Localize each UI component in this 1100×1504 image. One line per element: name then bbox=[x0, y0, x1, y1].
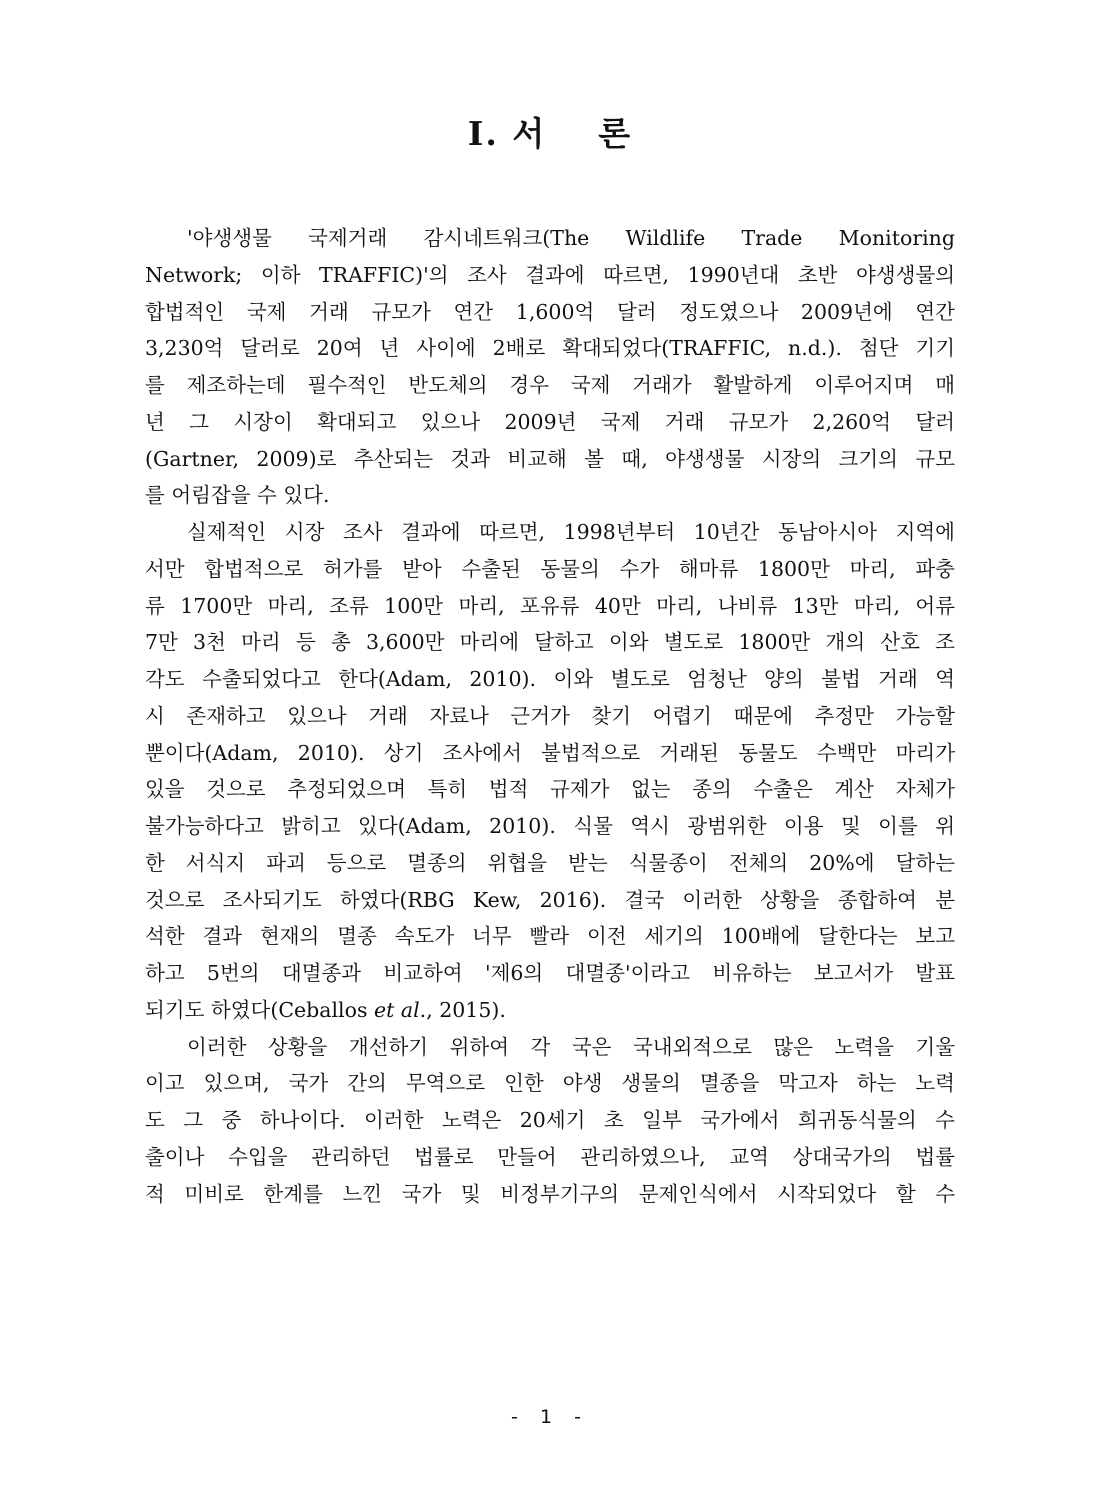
text-line: 적 미비로 한계를 느낀 국가 및 비정부기구의 문제인식에서 시작되었다 할 수 bbox=[145, 1181, 955, 1206]
paragraph-2 bbox=[145, 514, 955, 1029]
text-line: 뿐이다(Adam, 2010). 상기 조사에서 불법적으로 거래된 동물도 수백만 마리가 bbox=[145, 740, 955, 765]
text-segment: 되기도 하였다(Ceballos bbox=[145, 997, 374, 1022]
text-line: Network; 이하 TRAFFIC)'의 조사 결과에 따르면, 1990년대 초반 야생생물의 bbox=[145, 262, 955, 287]
section-title-part1: 서 bbox=[512, 114, 547, 153]
text-line bbox=[145, 992, 955, 1029]
section-title bbox=[0, 108, 1100, 155]
text-segment: ., 2015). bbox=[419, 997, 506, 1022]
body-text bbox=[145, 220, 955, 1212]
text-line: 시 존재하고 있으나 거래 자료나 근거가 찾기 어렵기 때문에 추정만 가능할 bbox=[145, 703, 955, 728]
text-line: 를 제조하는데 필수적인 반도체의 경우 국제 거래가 활발하게 이루어지며 매 bbox=[145, 373, 955, 397]
text-line: (Gartner, 2009)로 추산되는 것과 비교해 볼 때, 야생생물 시장의 크기의 규모 bbox=[145, 446, 955, 471]
section-number: I. bbox=[467, 114, 499, 153]
text-line: '야생생물 국제거래 감시네트워크(The Wildlife Trade Monitoring bbox=[187, 226, 955, 250]
text-line: 석한 결과 현재의 멸종 속도가 너무 빨라 이전 세기의 100배에 달한다는 보고 bbox=[145, 924, 955, 949]
text-line: 이고 있으며, 국가 간의 무역으로 인한 야생 생물의 멸종을 막고자 하는 노력 bbox=[145, 1071, 955, 1096]
text-line: 하고 5번의 대멸종과 비교하여 '제6의 대멸종'이라고 비유하는 보고서가 발표 bbox=[145, 961, 955, 985]
text-line: 서만 합법적으로 허가를 받아 수출된 동물의 수가 해마류 1800만 마리, 파충 bbox=[145, 556, 955, 581]
page-number: - 1 - bbox=[511, 1406, 589, 1428]
text-line: 이러한 상황을 개선하기 위하여 각 국은 국내외적으로 많은 노력을 기울 bbox=[187, 1034, 955, 1059]
text-line: 년 그 시장이 확대되고 있으나 2009년 국제 거래 규모가 2,260억 달러 bbox=[145, 409, 955, 434]
text-line: 것으로 조사되기도 하였다(RBG Kew, 2016). 결국 이러한 상황을 종합하여 분 bbox=[145, 887, 955, 912]
paragraph-3 bbox=[145, 1029, 955, 1213]
text-line: 한 서식지 파괴 등으로 멸종의 위협을 받는 식물종이 전체의 20%에 달하는 bbox=[145, 850, 955, 875]
text-line: 3,230억 달러로 20여 년 사이에 2배로 확대되었다(TRAFFIC, n.d.). 첨단 기기 bbox=[145, 336, 955, 361]
text-line: 출이나 수입을 관리하던 법률로 만들어 관리하였으나, 교역 상대국가의 법률 bbox=[145, 1144, 955, 1169]
section-title-part2: 론 bbox=[598, 114, 633, 153]
text-line: 있을 것으로 추정되었으며 특히 법적 규제가 없는 종의 수출은 계산 자체가 bbox=[145, 777, 955, 802]
italic-citation: et al bbox=[374, 997, 420, 1022]
text-line: 합법적인 국제 거래 규모가 연간 1,600억 달러 정도였으나 2009년에 연간 bbox=[145, 299, 955, 324]
text-line: 각도 수출되었다고 한다(Adam, 2010). 이와 별도로 엄청난 양의 불법 거래 역 bbox=[145, 667, 955, 691]
text-line: 류 1700만 마리, 조류 100만 마리, 포유류 40만 마리, 나비류 13만 마리, 어류 bbox=[145, 593, 955, 618]
text-line: 를 어림잡을 수 있다. bbox=[145, 483, 330, 508]
paragraph-1 bbox=[145, 220, 955, 514]
text-line: 도 그 중 하나이다. 이러한 노력은 20세기 초 일부 국가에서 희귀동식물의 수 bbox=[145, 1108, 955, 1132]
text-line: 불가능하다고 밝히고 있다(Adam, 2010). 식물 역시 광범위한 이용 및 이를 위 bbox=[145, 814, 955, 838]
text-line: 실제적인 시장 조사 결과에 따르면, 1998년부터 10년간 동남아시아 지역에 bbox=[187, 520, 955, 544]
text-line: 7만 3천 마리 등 총 3,600만 마리에 달하고 이와 별도로 1800만 개의 산호 조 bbox=[145, 630, 955, 655]
